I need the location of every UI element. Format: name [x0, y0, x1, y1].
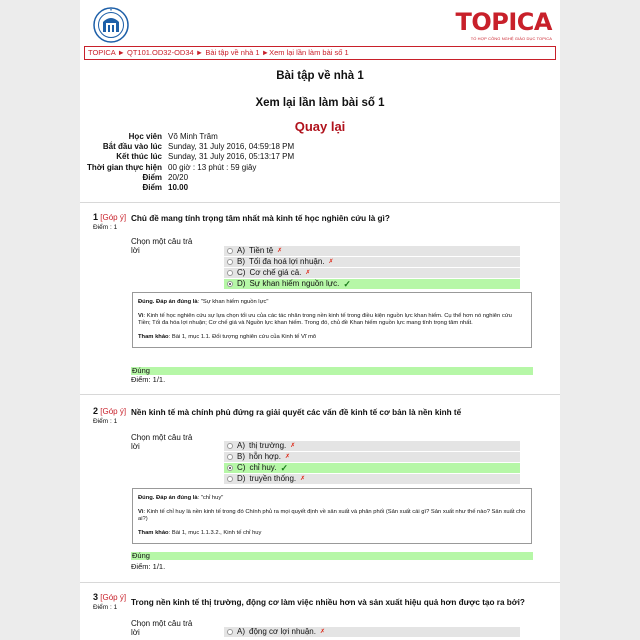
- option-text: thị trường.: [249, 441, 287, 450]
- question-number: [93, 406, 126, 416]
- option-b[interactable]: [224, 257, 520, 267]
- question-number-value: 3: [93, 592, 99, 602]
- radio-button[interactable]: [227, 476, 233, 482]
- option-b[interactable]: [224, 452, 520, 462]
- page-title: Bài tập về nhà 1: [276, 70, 364, 82]
- answer-prompt: Chọn một câu trả lời: [131, 433, 193, 451]
- option-letter: D): [237, 279, 246, 288]
- question-text: Trong nền kinh tế thị trường, động cơ làm việc nhiều hơn và sản xuất hiệu quả hơn được tạo ra bởi?: [131, 598, 525, 607]
- breadcrumb-item-homework[interactable]: Bài tập về nhà 1: [205, 48, 260, 57]
- radio-button-selected[interactable]: [227, 281, 233, 287]
- question-points: Điểm : 1: [93, 418, 118, 425]
- summary-value: 10.00: [168, 183, 189, 193]
- answer-options: [224, 627, 520, 638]
- feedback-correct-answer: : "chỉ huy": [197, 495, 224, 501]
- option-letter: B): [237, 257, 245, 266]
- option-text: truyền thống.: [249, 474, 297, 483]
- breadcrumb: [84, 46, 556, 60]
- option-a[interactable]: [224, 246, 520, 256]
- option-letter: A): [237, 246, 245, 255]
- radio-button-selected[interactable]: [227, 465, 233, 471]
- summary-label: Điểm: [142, 172, 162, 182]
- university-seal-logo: [93, 7, 129, 43]
- feedback-explanation: : Kinh tế học nghiên cứu sự lựa chọn tối ưu của các tác nhân trong nền kinh tế trong điều kiện nguồn lực khan hiếm. Cụ thể hơn nó nghiên cứu Tiền; Tối đa hóa lợi nhuận; Cơ chế giá và Nguồn lực khan hiếm. Trong đó, chủ đề Khan hiếm nguồn lực mang tính trọng tâm nhất.: [138, 313, 512, 326]
- feedback-link[interactable]: [Góp ý]: [100, 593, 127, 602]
- option-letter: C): [237, 463, 246, 472]
- feedback-correct-answer: : "Sự khan hiếm nguồn lực": [197, 299, 269, 305]
- option-letter: D): [237, 474, 246, 483]
- question-points: Điểm : 1: [93, 224, 118, 231]
- breadcrumb-item-topica[interactable]: TOPICA: [88, 48, 116, 57]
- radio-button[interactable]: [227, 443, 233, 449]
- summary-row-student: [80, 132, 560, 142]
- radio-button[interactable]: [227, 259, 233, 265]
- radio-button[interactable]: [227, 629, 233, 635]
- breadcrumb-separator: ►: [195, 48, 204, 57]
- question-text: Nền kinh tế mà chính phủ đứng ra giải quyết các vấn đề kinh tế cơ bản là nền kinh tế: [131, 408, 462, 417]
- option-a[interactable]: [224, 441, 520, 451]
- option-text: chỉ huy.: [249, 463, 277, 472]
- answer-prompt: Chọn một câu trả lời: [131, 619, 193, 637]
- question-number: [93, 212, 126, 222]
- attempt-summary: [80, 132, 560, 193]
- option-c[interactable]: [224, 463, 520, 473]
- topica-wordmark: TOPICA: [455, 8, 552, 36]
- summary-label: Thời gian thực hiện: [86, 162, 162, 172]
- divider: [80, 202, 560, 203]
- feedback-reference: : Bài 1, mục 1.1.3.2., Kinh tế chỉ huy: [168, 530, 262, 536]
- summary-value: Sunday, 31 July 2016, 04:59:18 PM: [168, 142, 295, 152]
- feedback-ref-label: Tham khảo: [138, 530, 169, 536]
- breadcrumb-separator: ►: [261, 48, 270, 57]
- result-status: Đúng: [131, 367, 533, 375]
- feedback-correct-label: Đúng. Đáp án đúng là: [138, 299, 198, 305]
- option-text: Tiền tệ: [249, 246, 274, 255]
- option-d[interactable]: [224, 279, 520, 289]
- incorrect-icon: ✗: [290, 443, 296, 449]
- incorrect-icon: ✗: [305, 270, 311, 276]
- option-letter: A): [237, 627, 245, 636]
- check-icon: ✓: [343, 279, 351, 289]
- breadcrumb-item-current: Xem lại lần làm bài số 1: [269, 48, 349, 57]
- feedback-box: [132, 292, 532, 348]
- radio-button[interactable]: [227, 270, 233, 276]
- option-letter: A): [237, 441, 245, 450]
- summary-row-points: [80, 173, 560, 183]
- option-letter: C): [237, 268, 246, 277]
- question-number-value: 1: [93, 212, 99, 222]
- feedback-box: [132, 488, 532, 544]
- summary-row-start: [80, 142, 560, 152]
- page-subtitle: Xem lại lần làm bài số 1: [255, 97, 385, 109]
- topica-logo[interactable]: [456, 10, 552, 41]
- option-a[interactable]: [224, 627, 520, 637]
- feedback-explanation: : Kinh tế chỉ huy là nền kinh tế trong đó Chính phủ ra mọi quyết định về sản xuất và phân phối (Sản xuất cái gì? Sản xuất như thế nào? Sản xuất cho ai?): [138, 509, 526, 522]
- breadcrumb-separator: ►: [117, 48, 125, 57]
- option-text: Tối đa hoá lợi nhuận.: [249, 257, 325, 266]
- summary-row-duration: [80, 163, 560, 173]
- question-number-value: 2: [93, 406, 99, 416]
- question-score: Điểm: 1/1.: [131, 375, 166, 384]
- incorrect-icon: ✗: [300, 476, 306, 482]
- option-text: Sự khan hiếm nguồn lực.: [249, 279, 340, 288]
- option-text: Cơ chế giá cả.: [249, 268, 302, 277]
- back-link[interactable]: Quay lại: [294, 119, 346, 134]
- result-status: Đúng: [131, 552, 533, 560]
- answer-prompt: Chọn một câu trả lời: [131, 237, 193, 255]
- divider: [80, 394, 560, 395]
- question-points: Điểm : 1: [93, 604, 118, 611]
- feedback-correct-label: Đúng. Đáp án đúng là: [138, 495, 198, 501]
- radio-button[interactable]: [227, 454, 233, 460]
- feedback-why-label: Vì: [138, 509, 144, 515]
- feedback-ref-label: Tham khảo: [138, 334, 169, 340]
- summary-row-grade: [80, 183, 560, 193]
- incorrect-icon: ✗: [284, 454, 290, 460]
- option-d[interactable]: [224, 474, 520, 484]
- option-text: hỗn hợp.: [249, 452, 281, 461]
- summary-label: Điểm: [142, 183, 162, 193]
- answer-options: [224, 246, 520, 290]
- option-c[interactable]: [224, 268, 520, 278]
- summary-label: Bắt đầu vào lúc: [102, 142, 162, 152]
- summary-value: 20/20: [168, 172, 189, 182]
- option-text: động cơ lợi nhuận.: [249, 627, 316, 636]
- feedback-link[interactable]: [Góp ý]: [100, 213, 127, 222]
- option-letter: B): [237, 452, 245, 461]
- question-number: [93, 592, 126, 602]
- summary-value: Sunday, 31 July 2016, 05:13:17 PM: [168, 152, 295, 162]
- summary-label: Học viên: [128, 132, 162, 141]
- answer-options: [224, 441, 520, 485]
- radio-button[interactable]: [227, 248, 233, 254]
- summary-row-end: [80, 152, 560, 162]
- feedback-link[interactable]: [Góp ý]: [100, 407, 127, 416]
- question-text: Chủ đề mang tính trọng tâm nhất mà kinh tế học nghiên cứu là gì?: [131, 214, 390, 223]
- summary-value: 00 giờ : 13 phút : 59 giây: [168, 162, 257, 172]
- question-score: Điểm: 1/1.: [131, 562, 166, 571]
- summary-label: Kết thúc lúc: [116, 152, 162, 162]
- page: [80, 0, 560, 640]
- incorrect-icon: ✗: [328, 259, 334, 265]
- summary-value: Võ Minh Trâm: [168, 132, 218, 141]
- feedback-why-label: Vì: [138, 313, 144, 319]
- incorrect-icon: ✗: [277, 248, 283, 254]
- divider: [80, 582, 560, 583]
- incorrect-icon: ✗: [319, 629, 326, 635]
- breadcrumb-item-course[interactable]: QT101.OD32-OD34: [127, 48, 194, 57]
- feedback-reference: : Bài 1, mục 1.1. Đối tượng nghiên cứu của Kinh tế Vĩ mô: [168, 334, 317, 340]
- check-icon: ✓: [280, 463, 288, 473]
- topica-tagline: TỔ HỢP CÔNG NGHỆ GIÁO DỤC TOPICA: [470, 36, 552, 41]
